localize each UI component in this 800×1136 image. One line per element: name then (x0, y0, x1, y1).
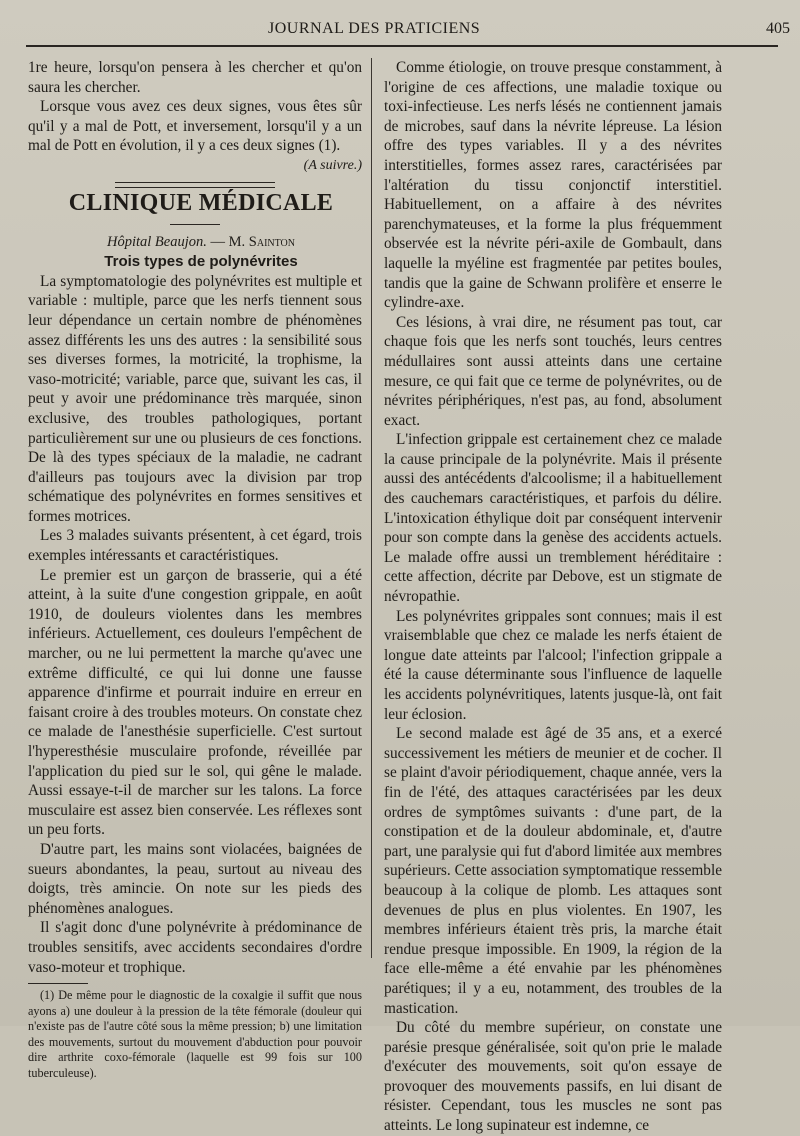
left-column (28, 58, 362, 1081)
byline (28, 233, 362, 253)
paragraph: Le second malade est âgé de 35 ans, et a exercé successivement les métiers de meunier et de cocher. Il se plaint d'avoir périodiquement, chaque année, vers la fin de l'été, des attaques caractérisées par les deux ordres de symptômes suivants : d'une part, de la constipation et de la douleur abdominale, et, d'autre part, une paralysie qui fut d'abord limitée aux membres supérieurs. Cette association symptomatique ressemble beaucoup à la colique de plomb. Les attaques sont devenues de plus en plus violentes. En 1907, les membres inférieurs étaient très pris, la marche était rendue presque impossible. En 1909, la région de la face elle-même a été envahie par les phénomènes parétiques; il y a eu, notamment, des troubles de la mastication. (384, 725, 722, 1017)
footnote: (1) De même pour le diagnostic de la coxalgie il suffit que nous ayons a) une douleur à la pression de la tête fémorale (douleur qui n'existe pas de l'autre côté sous la même pression; b) une limitation des mouvements, surtout du mouvement d'abduction pour pouvoir dire arthrite coxo-fémorale (laquelle est 99 fois sur 100 tuberculeuse). (28, 988, 362, 1080)
paragraph: Du côté du membre supérieur, on constate une parésie presque généralisée, soit qu'on prie le malade d'exécuter des mouvements, soit qu'on essaye de provoquer des mouvements passifs, en lui disant de résister. Cependant, tous les muscles ne sont pas atteints. Le long supinateur est indemne, ce (384, 1019, 722, 1135)
header-rule (26, 45, 778, 47)
to-be-continued-note: (A suivre.) (303, 157, 362, 173)
paragraph: Comme étiologie, on trouve presque constamment, à l'origine de ces affections, une maladie toxique ou toxi-infectieuse. Les nerfs lésés ne contiennent jamais de microbes, sauf dans la névrite lépreuse. La lésion offre des types variables. Il y a des névrites interstitielles, formes assez rares, caractérisées par l'altération du tissu conjonctif interstitiel. Habituellement, on a affaire à des névrites parenchymateuses, et la forme la plus fréquemment observée est la névrite péri-axile de Gombault, dans laquelle la myéline est fragmentée par petites boules, tandis que la gaine de Schwann prolifère et enserre le cylindre-axe. (384, 59, 722, 312)
byline-hospital: Hôpital Beaujon. (106, 233, 207, 250)
paragraph: Le premier est un garçon de brasserie, qui a été atteint, à la suite d'une congestion grippale, en août 1910, de douleurs violentes dans les membres inférieurs. Actuellement, ces douleurs l'empêchent de marcher, ou ne lui permettent la marche qu'avec une extrême difficulté, ce qui lui donne une fausse apparence d'infirme et pourrait induire en erreur en faisant croire à des troubles moteurs. On constate chez ce malade de l'anesthésie superficielle. C'est surtout l'hyperesthésie musculaire profonde, réveillée par l'application du pied sur le sol, qui gêne le malade. Aussi essaye-t-il de marcher sur les talons. La force musculaire est assez bien conservée. Les réflexes sont un peu forts. (28, 566, 362, 839)
byline-author: Sainton (248, 233, 295, 250)
running-header (0, 18, 800, 42)
section-title: CLINIQUE MÉDICALE (68, 189, 334, 216)
column-divider (371, 58, 372, 958)
paragraph: Lorsque vous avez ces deux signes, vous êtes sûr qu'il y a mal de Pott, et inversement, lorsqu'il y a un mal de Pott en évolution, il y a ces deux signes (1). (28, 98, 362, 155)
paragraph: Les polynévrites grippales sont connues; mais il est vraisemblable que chez ce malade les nerfs étaient de longue date atteints par l'alcool; l'infection grippale a été la cause déterminante sous l'influence de laquelle les accidents polynévritiques, latents jusque-là, ont fait leur éclosion. (384, 607, 722, 723)
paragraph: La symptomatologie des polynévrites est multiple et variable : multiple, parce que les nerfs tiennent sous leur dépendance un certain nombre de phénomènes assez différents les uns des autres : la sensibilité sous ses diverses formes, la motricité, la trophisme, la vaso-motricité; variable, parce que, suivant les cas, il peut y avoir une prédominance très marquée, sinon exclusive, des troubles pathologiques, portant particulièrement sur une ou plusieurs de ces fonctions. De là des types spéciaux de la maladie, ne cadrant d'ailleurs pas toujours avec la division par trop schématique des polynévrites en formes sensitives et formes motrices. (28, 272, 362, 525)
right-column (384, 58, 722, 1136)
page-number: 405 (766, 20, 790, 37)
journal-title: JOURNAL DES PRATICIENS (268, 20, 481, 37)
paragraph: D'autre part, les mains sont violacées, baignées de sueurs abondantes, la peau, surtout au niveau des doigts, très amincie. On note sur les pieds des phénomènes analogues. (28, 840, 362, 917)
section-short-rule (170, 224, 220, 225)
paragraph: 1re heure, lorsqu'on pensera à les chercher et qu'on saura les chercher. (28, 59, 362, 96)
paragraph: Les 3 malades suivants présentent, à cet égard, trois exemples intéressants et caractéristiques. (28, 527, 362, 565)
paragraph: L'infection grippale est certainement chez ce malade la cause principale de la polynévrite. Mais il présente aussi des antécédents d'alcoolisme; il a habituellement des cauchemars caractéristiques, et parfois du délire. L'intoxication éthylique doit par conséquent intervenir pour son compte dans la genèse des accidents actuels. Le malade offre aussi un tremblement héréditaire : cette affection, décrite par Debove, est un stigmate de névropathie. (384, 431, 722, 606)
lecture-title: Trois types de polynévrites (104, 253, 298, 271)
footnote-rule (28, 983, 88, 984)
paragraph: Il s'agit donc d'une polynévrite à prédominance de troubles sensitifs, avec accidents secondaires d'ordre vaso-moteur et trophique. (28, 919, 362, 976)
paragraph: Ces lésions, à vrai dire, ne résument pas tout, car chaque fois que les nerfs sont touchés, leurs centres médullaires sont aussi atteints dans une certaine mesure, ce qui fait que ce terme de polynévrites, ou de névrites périphériques, n'est pas, au fond, absolument exact. (384, 313, 722, 429)
byline-dash: — M. (206, 233, 249, 250)
